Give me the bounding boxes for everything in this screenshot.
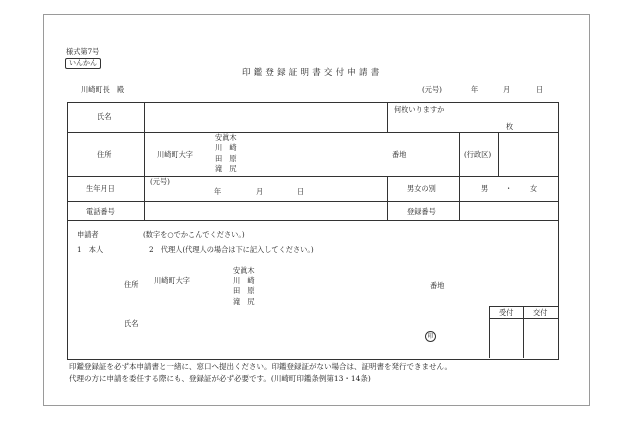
seal-mark-icon: 印 [425, 331, 436, 342]
option-proxy[interactable]: 2 代理人(代理人の場合は下に記入してください。) [149, 245, 314, 254]
gender-male[interactable]: 男 [481, 184, 489, 193]
rule-stamp-mid [523, 306, 524, 358]
gender-label: 男女の別 [407, 184, 436, 193]
proxy-address-label: 住所 [124, 280, 139, 289]
birth-era: (元号) [150, 177, 170, 186]
copies-unit: 枚 [506, 122, 514, 131]
district-3: 田 原 [215, 154, 237, 163]
proxy-lot-label: 番地 [430, 281, 445, 290]
copies-question: 何枚いりますか [394, 105, 445, 114]
rule-name-bottom [67, 132, 558, 133]
issued-label: 交付 [533, 308, 548, 317]
rule-address-bottom [67, 176, 558, 177]
option-self[interactable]: 1 本人 [77, 245, 104, 254]
address-town: 川崎町大字 [157, 150, 193, 159]
rule-copies-left [387, 102, 388, 132]
proxy-district-2: 川 崎 [233, 276, 255, 285]
applicant-instruction: (数字を○でかこんでください。) [143, 230, 245, 239]
note-line-2: 代理の方に申請を委任する際にも、登録証が必ず必要です。(川崎町印鑑条例第13・14条) [69, 374, 371, 383]
birth-year: 年 [214, 187, 222, 196]
proxy-district-3: 田 原 [233, 286, 255, 295]
main-table [67, 102, 559, 360]
proxy-name-label: 氏名 [124, 319, 139, 328]
date-year: 年 [471, 85, 479, 94]
applicant-label: 申請者 [77, 230, 99, 239]
name-label: 氏名 [97, 112, 112, 121]
admin-district-label: (行政区) [464, 150, 492, 159]
lot-label: 番地 [392, 150, 407, 159]
gender-female[interactable]: 女 [530, 184, 538, 193]
rule-gender-right [459, 176, 460, 220]
addressee: 川崎町長 殿 [81, 85, 125, 94]
proxy-district-4: 滝 尻 [233, 297, 255, 306]
rule-birth-bottom [67, 201, 558, 202]
rule-label-column [144, 102, 145, 220]
rule-admin-left [459, 132, 460, 176]
district-1: 安眞木 [215, 133, 237, 142]
rule-phone-bottom [67, 220, 558, 221]
reg-no-label: 登録番号 [407, 207, 436, 216]
proxy-address-town: 川崎町大字 [154, 276, 190, 285]
date-era: (元号) [422, 85, 442, 94]
rule-stamp-left [489, 306, 490, 358]
district-4: 滝 尻 [215, 164, 237, 173]
gender-separator: ・ [505, 184, 513, 193]
rule-gender-left [387, 176, 388, 220]
address-label: 住所 [97, 150, 112, 159]
form-number: 様式第7号 [66, 47, 100, 56]
date-day: 日 [536, 85, 544, 94]
received-label: 受付 [499, 308, 514, 317]
birthdate-label: 生年月日 [86, 184, 115, 193]
application-form-sheet [43, 14, 590, 406]
rule-admin-right [498, 132, 499, 176]
inkan-tag: いんかん [65, 58, 101, 69]
district-2: 川 崎 [215, 143, 237, 152]
birth-month: 月 [256, 187, 264, 196]
birth-day: 日 [297, 187, 305, 196]
date-month: 月 [503, 85, 511, 94]
note-line-1: 印鑑登録証を必ず本申請書と一緒に、窓口へ提出ください。印鑑登録証がない場合は、証明書を発行できません。 [69, 362, 452, 371]
phone-label: 電話番号 [86, 207, 115, 216]
proxy-district-1: 安眞木 [233, 266, 255, 275]
form-title: 印鑑登録証明書交付申請書 [242, 68, 383, 78]
